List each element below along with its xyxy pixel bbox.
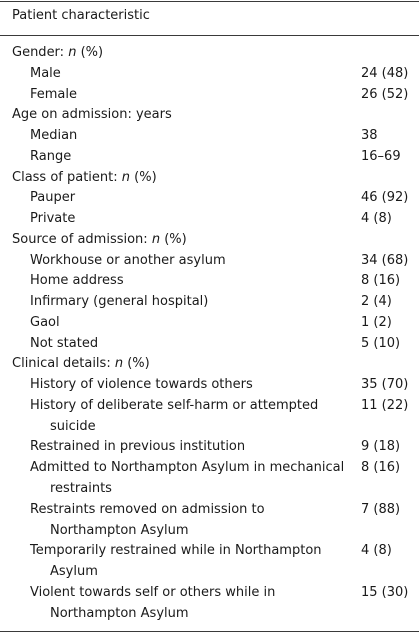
row-label: Female [30,86,78,102]
row-value: 4 (8) [361,211,392,226]
row-label: History of deliberate self-harm or attempted [30,397,319,413]
section-title-suffix: (%) [160,231,187,247]
section-title [12,229,187,250]
row-label: Gaol [30,314,60,330]
row-label: History of violence towards others [30,377,253,392]
section-title [12,167,157,188]
row-value: 8 (16) [361,273,401,289]
row-value: 2 (4) [361,294,392,309]
section-title-italic: n [68,45,77,60]
row-label: Restrained in previous institution [30,439,246,455]
section-title [12,104,172,125]
section-title [12,42,103,63]
row-label: Male [30,65,61,81]
row-label: Admitted to Northampton Asylum in mechanical [30,460,345,475]
row-label: Median [30,128,78,143]
header-rule [0,35,419,36]
row-value: 8 (16) [361,460,401,475]
section-title-text: Source of admission: [12,231,152,247]
row-value: 46 (92) [361,190,409,206]
row-value: 24 (48) [361,65,409,81]
row-label: Home address [30,273,124,289]
top-rule [0,1,419,2]
section-title-italic: n [121,169,131,185]
section-title-italic: n [114,356,124,372]
row-label-continuation: Asylum [50,564,98,579]
row-label: Range [30,148,72,164]
row-label-continuation: suicide [50,418,96,434]
row-label: Private [30,211,76,226]
row-value: 5 (10) [361,335,401,351]
row-value: 1 (2) [361,314,392,330]
section-title-italic: n [151,231,161,247]
row-value: 9 (18) [361,439,401,455]
row-value: 16–69 [361,148,401,164]
row-label-continuation: restraints [50,481,112,496]
section-title-text: Class of patient: [12,169,122,185]
row-value: 11 (22) [361,397,409,413]
row-label-continuation: Northampton Asylum [50,605,189,621]
row-label: Temporarily restrained while in Northampton [30,543,322,558]
section-title-text: Age on admission: years [12,107,172,123]
row-value: 15 (30) [361,584,409,600]
row-label: Restraints removed on admission to [30,501,265,517]
row-value: 7 (88) [361,501,401,517]
section-title-text: Gender: [12,45,69,60]
row-label: Infirmary (general hospital) [30,294,209,309]
row-label: Not stated [30,335,99,351]
row-label: Workhouse or another asylum [30,252,226,268]
row-value: 34 (68) [361,252,409,268]
row-label-continuation: Northampton Asylum [50,522,189,538]
row-value: 4 (8) [361,543,392,558]
row-value: 26 (52) [361,86,409,102]
bottom-rule [0,631,419,632]
row-value: 38 [361,128,378,143]
section-title-suffix: (%) [76,45,104,60]
row-value: 35 (70) [361,377,409,392]
section-title-suffix: (%) [130,169,157,185]
row-label: Pauper [30,190,76,206]
section-title-suffix: (%) [123,356,150,372]
section-title [12,353,150,374]
section-title-text: Clinical details: [12,356,115,372]
table-header: Patient characteristic [12,8,150,23]
row-label: Violent towards self or others while in [30,584,276,600]
